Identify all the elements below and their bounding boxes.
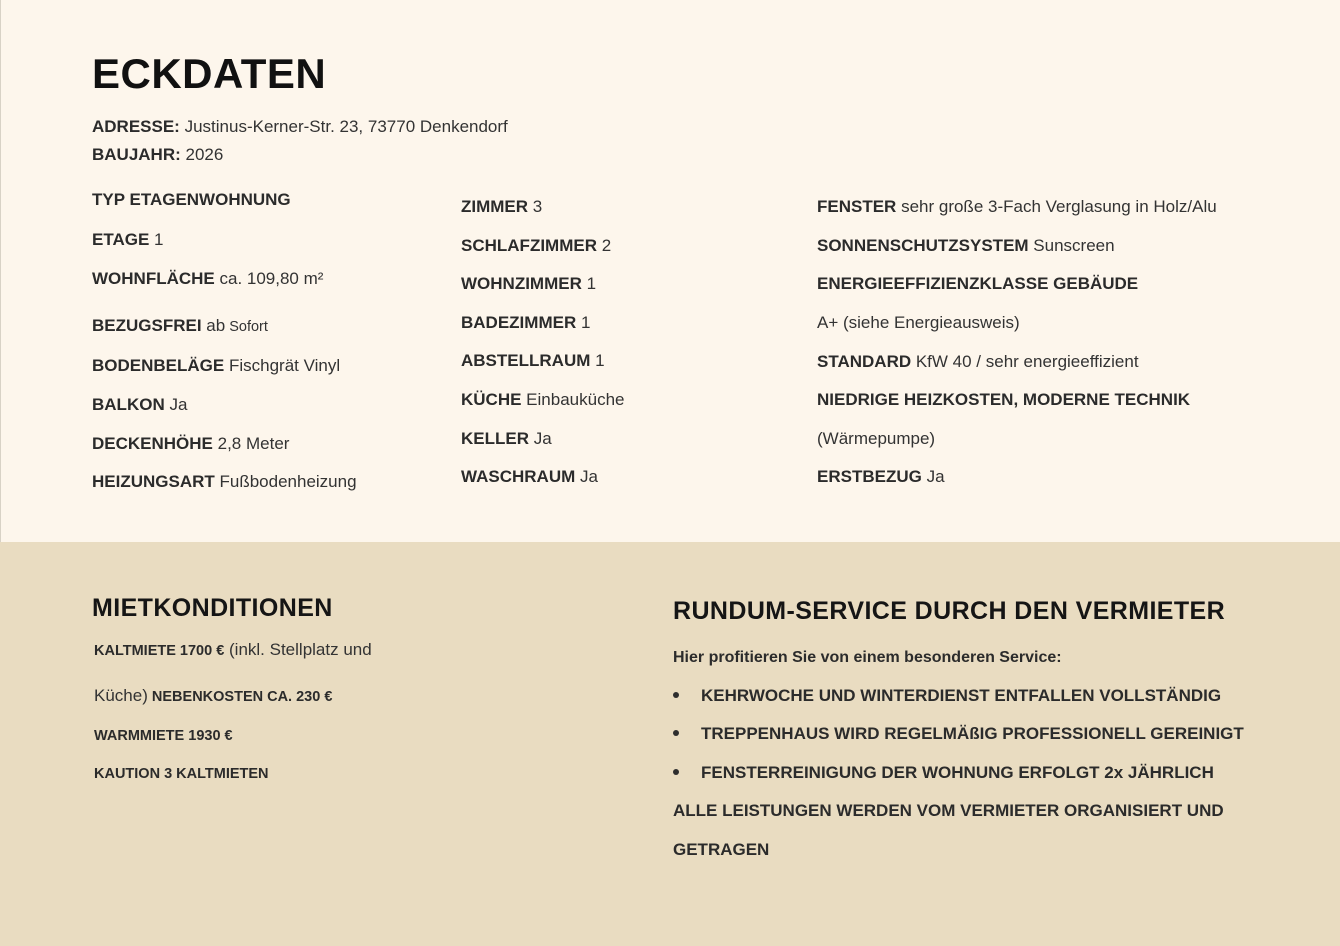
fact-wohnzimmer <box>461 273 596 295</box>
fact-value: Ja <box>575 467 598 486</box>
service-bullet <box>673 723 1244 745</box>
kaltmiete-label: KALTMIETE <box>94 643 180 659</box>
fact-value: ab <box>201 316 226 335</box>
fact-value: Ja <box>529 429 552 448</box>
fact-label: NIEDRIGE HEIZKOSTEN, MODERNE TECHNIK <box>817 390 1191 409</box>
bullet-icon <box>673 692 679 698</box>
fact-label: SCHLAFZIMMER <box>461 236 597 255</box>
fact-label: ETAGE <box>92 230 150 249</box>
fact-wohnflaeche <box>92 268 323 290</box>
fact-waschraum <box>461 466 598 488</box>
kaltmiete-line <box>94 639 372 662</box>
fact-value: ca. 109,80 m² <box>214 269 324 288</box>
fact-label: FENSTER <box>817 197 897 216</box>
fact-heizkosten <box>817 389 1190 411</box>
fact-label: ZIMMER <box>461 197 529 216</box>
page-title: ECKDATEN <box>92 50 327 97</box>
bullet-text: FENSTERREINIGUNG DER WOHNUNG ERFOLGT 2x JÄHRLICH <box>701 763 1214 782</box>
nebenkosten-text: NEBENKOSTEN CA. 230 € <box>147 689 333 705</box>
service-title: RUNDUM-SERVICE DURCH DEN VERMIETER <box>673 597 1226 625</box>
service-bullet <box>673 685 1221 707</box>
fact-label: DECKENHÖHE <box>92 434 213 453</box>
fact-balkon <box>92 394 187 416</box>
fact-bodenbelaege <box>92 355 340 377</box>
fact-erstbezug <box>817 466 945 488</box>
fact-energieklasse-value <box>817 312 1020 334</box>
fact-heizungsart <box>92 471 357 493</box>
service-closing-line2: GETRAGEN <box>673 840 770 859</box>
address-line <box>92 116 508 138</box>
fact-kueche <box>461 389 624 411</box>
bullet-icon <box>673 730 679 736</box>
fact-label: WOHNFLÄCHE <box>92 269 215 288</box>
fact-label: STANDARD <box>817 352 912 371</box>
fact-keller <box>461 428 552 450</box>
fact-schlafzimmer <box>461 235 611 257</box>
fact-label: BALKON <box>92 395 165 414</box>
nebenkosten-line <box>94 685 332 708</box>
conditions-section <box>0 542 1340 946</box>
fact-label: ABSTELLRAUM <box>461 351 591 370</box>
fact-value: 3 <box>528 197 543 216</box>
mietkonditionen-title: MIETKONDITIONEN <box>92 594 333 622</box>
fact-value: 2,8 Meter <box>212 434 290 453</box>
fact-abstellraum <box>461 350 605 372</box>
fact-value: 1 <box>576 313 591 332</box>
kaution-text: KAUTION 3 KALTMIETEN <box>94 766 269 782</box>
fact-typ <box>92 189 291 211</box>
service-intro: Hier profitieren Sie von einem besonderen Service: <box>673 649 1062 666</box>
fact-label: HEIZUNGSART <box>92 472 215 491</box>
fact-value: 2 <box>596 236 612 255</box>
service-bullet <box>673 762 1214 784</box>
fact-deckenhoehe <box>92 433 289 455</box>
baujahr-label: BAUJAHR: <box>92 145 181 164</box>
fact-value: Sunscreen <box>1028 236 1115 255</box>
fact-label: KELLER <box>461 429 529 448</box>
address-value: Justinus-Kerner-Str. 23, 73770 Denkendorf <box>179 117 508 136</box>
fact-label: WOHNZIMMER <box>461 274 582 293</box>
bullet-icon <box>673 769 679 775</box>
fact-fenster <box>817 196 1217 218</box>
kaution-line <box>94 762 269 785</box>
fact-zimmer <box>461 196 542 218</box>
address-label: ADRESSE: <box>92 117 180 136</box>
fact-sonnenschutz <box>817 235 1115 257</box>
fact-waermepumpe <box>817 428 935 450</box>
fact-label: ERSTBEZUG <box>817 467 922 486</box>
baujahr-value: 2026 <box>180 145 224 164</box>
fact-label: BODENBELÄGE <box>92 356 225 375</box>
fact-label: KÜCHE <box>461 390 522 409</box>
fact-label: TYP ETAGENWOHNUNG <box>92 190 291 209</box>
baujahr-line <box>92 144 223 166</box>
kaltmiete-note: (inkl. Stellplatz und <box>224 640 372 659</box>
fact-standard <box>817 351 1139 373</box>
fact-value: Fischgrät Vinyl <box>224 356 341 375</box>
fact-label: ENERGIEEFFIZIENZKLASSE GEBÄUDE <box>817 274 1139 293</box>
kaltmiete-amount: 1700 € <box>179 643 225 659</box>
warmmiete-line <box>94 724 233 747</box>
fact-badezimmer <box>461 312 590 334</box>
fact-value: A+ (siehe Energieausweis) <box>817 313 1020 332</box>
fact-value: (Wärmepumpe) <box>817 429 936 448</box>
fact-value: 1 <box>590 351 605 370</box>
fact-value: Ja <box>164 395 188 414</box>
warmmiete-label: WARMMIETE <box>94 728 189 744</box>
service-closing-line1: ALLE LEISTUNGEN WERDEN VOM VERMIETER ORGANISIERT UND <box>673 801 1224 820</box>
fact-value: Einbauküche <box>521 390 625 409</box>
fact-value: KfW 40 / sehr energieeffizient <box>911 352 1139 371</box>
fact-label: BADEZIMMER <box>461 313 577 332</box>
fact-energieeffizienz <box>817 273 1138 295</box>
fact-value: 1 <box>581 274 597 293</box>
fact-bezugsfrei <box>92 315 268 338</box>
fact-label: BEZUGSFREI <box>92 316 202 335</box>
fact-value: sehr große 3-Fach Verglasung in Holz/Alu <box>896 197 1217 216</box>
fact-value: Ja <box>921 467 945 486</box>
bullet-text: TREPPENHAUS WIRD REGELMÄßIG PROFESSIONELL GEREINIGT <box>701 724 1244 743</box>
warmmiete-amount: 1930 € <box>188 728 233 744</box>
kaltmiete-note2: Küche) <box>94 686 148 705</box>
fact-value: Fußbodenheizung <box>214 472 357 491</box>
fact-label: WASCHRAUM <box>461 467 576 486</box>
bullet-text: KEHRWOCHE UND WINTERDIENST ENTFALLEN VOLLSTÄNDIG <box>701 686 1222 705</box>
fact-etage <box>92 229 164 251</box>
fact-label: SONNENSCHUTZSYSTEM <box>817 236 1029 255</box>
fact-value-small: Sofort <box>225 319 268 335</box>
fact-value: 1 <box>149 230 164 249</box>
